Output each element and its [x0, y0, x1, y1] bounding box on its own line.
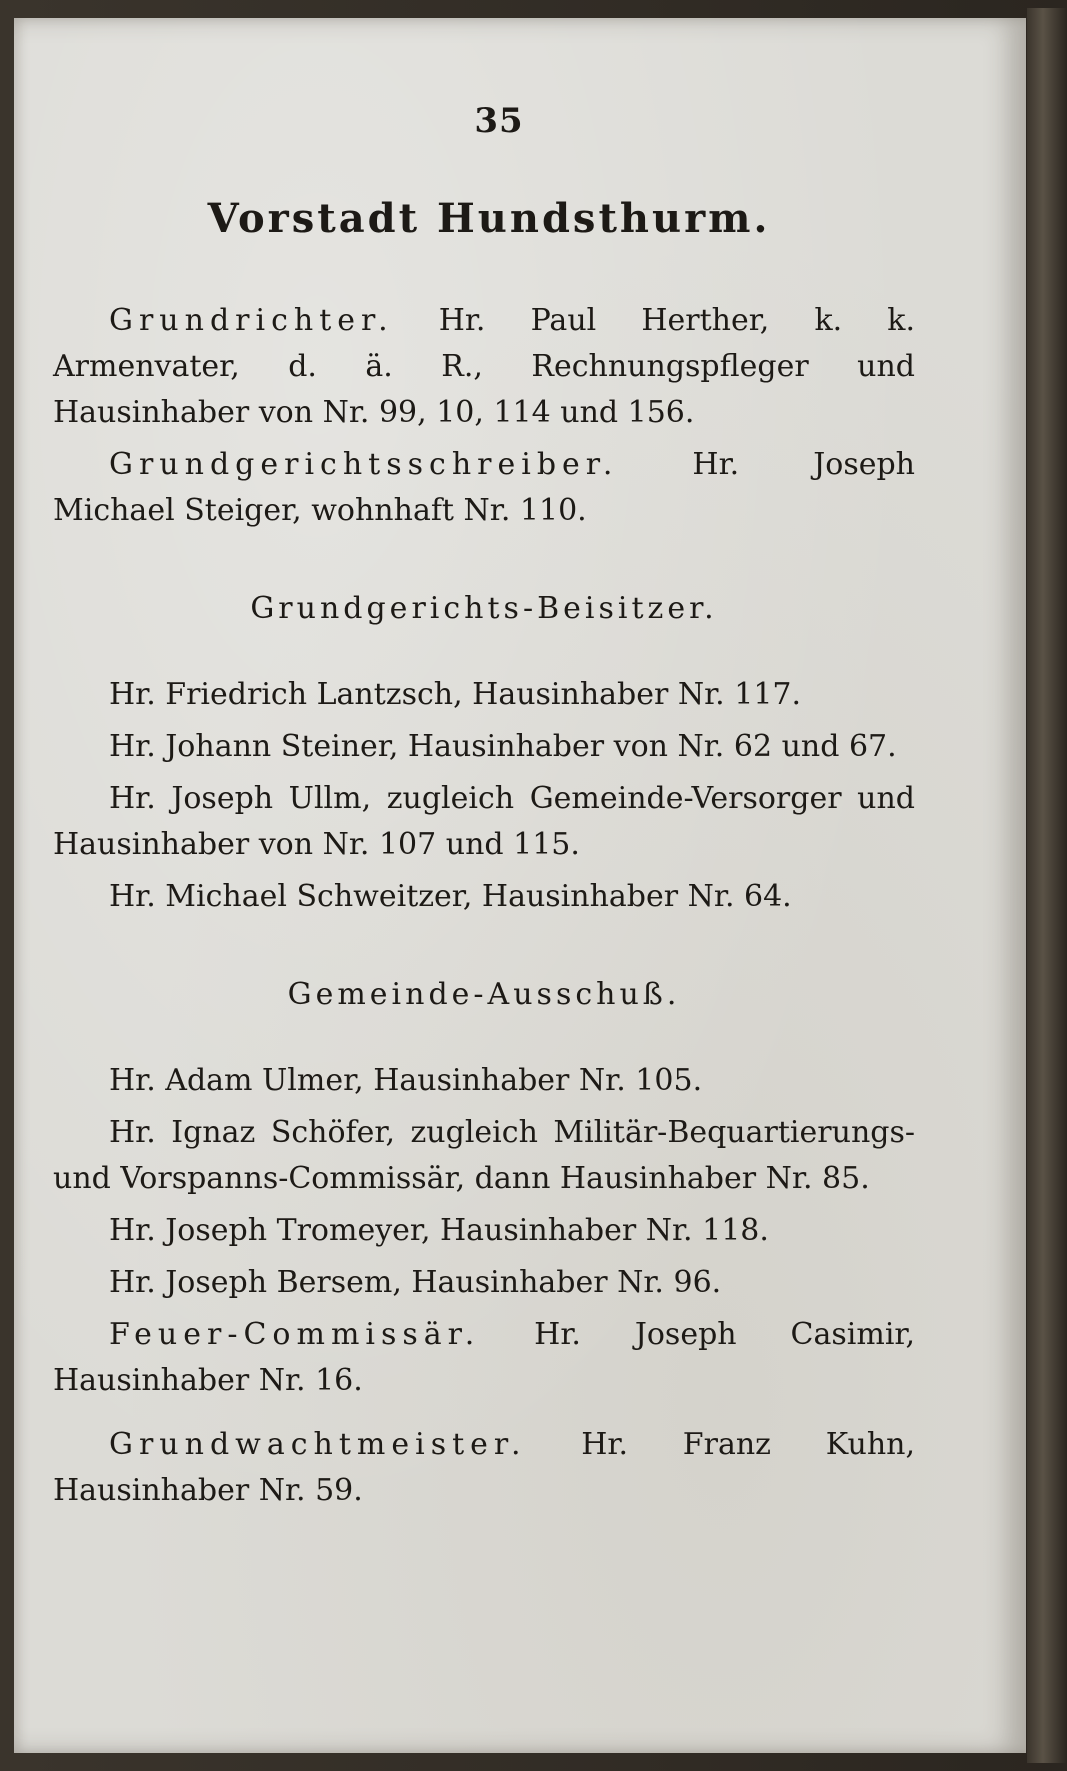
official-text: Hr. Paul Herther, k. k. Armenvater, d. ä. R., Rechnungspfleger und Hausinhaber von Nr. 99, 10, 114 und 156.: [53, 303, 915, 430]
list-item: Hr. Michael Schweitzer, Hausinhaber Nr. 64.: [109, 879, 792, 914]
official-entry-grundgerichtsschreiber: [53, 442, 915, 534]
official-entry-grundwachtmeister: [53, 1422, 915, 1514]
list-item: Hr. Friedrich Lantzsch, Hausinhaber Nr. 117.: [109, 677, 802, 712]
list-item: Hr. Joseph Bersem, Hausinhaber Nr. 96.: [109, 1265, 722, 1300]
list-item: Hr. Johann Steiner, Hausinhaber von Nr. 62 und 67.: [109, 729, 897, 764]
official-label: Feuer-Commissär.: [109, 1317, 481, 1352]
section-heading-ausschuss: Gemeinde-Ausschuß.: [287, 977, 681, 1012]
page-title: Vorstadt Hundsthurm.: [207, 195, 771, 242]
section-heading-beisitzer: Grundgerichts-Beisitzer.: [250, 591, 718, 626]
page-number: 35: [474, 101, 524, 141]
page-content: [53, 98, 915, 1520]
official-entry-feuer-commissaer: [53, 1312, 915, 1404]
official-text: Hr. Joseph Casimir, Hausinhaber Nr. 16.: [53, 1317, 915, 1398]
official-label: Grundgerichtsschreiber.: [109, 447, 619, 482]
official-text: Hr. Joseph Michael Steiger, wohnhaft Nr. 110.: [53, 447, 915, 528]
official-entry-grundrichter: [53, 298, 915, 436]
list-item: Hr. Joseph Ullm, zugleich Gemeinde-Versorger und Hausinhaber von Nr. 107 und 115.: [53, 781, 915, 862]
page-edge: [1027, 8, 1067, 1763]
official-text: Hr. Franz Kuhn, Hausinhaber Nr. 59.: [53, 1427, 915, 1508]
official-label: Grundrichter.: [109, 303, 394, 338]
list-item: Hr. Ignaz Schöfer, zugleich Militär-Bequartierungs- und Vorspanns-Commissär, dann Hausinhaber Nr. 85.: [53, 1115, 915, 1196]
official-label: Grundwachtmeister.: [109, 1427, 527, 1462]
list-item: Hr. Adam Ulmer, Hausinhaber Nr. 105.: [109, 1063, 703, 1098]
list-item: Hr. Joseph Tromeyer, Hausinhaber Nr. 118.: [109, 1213, 769, 1248]
